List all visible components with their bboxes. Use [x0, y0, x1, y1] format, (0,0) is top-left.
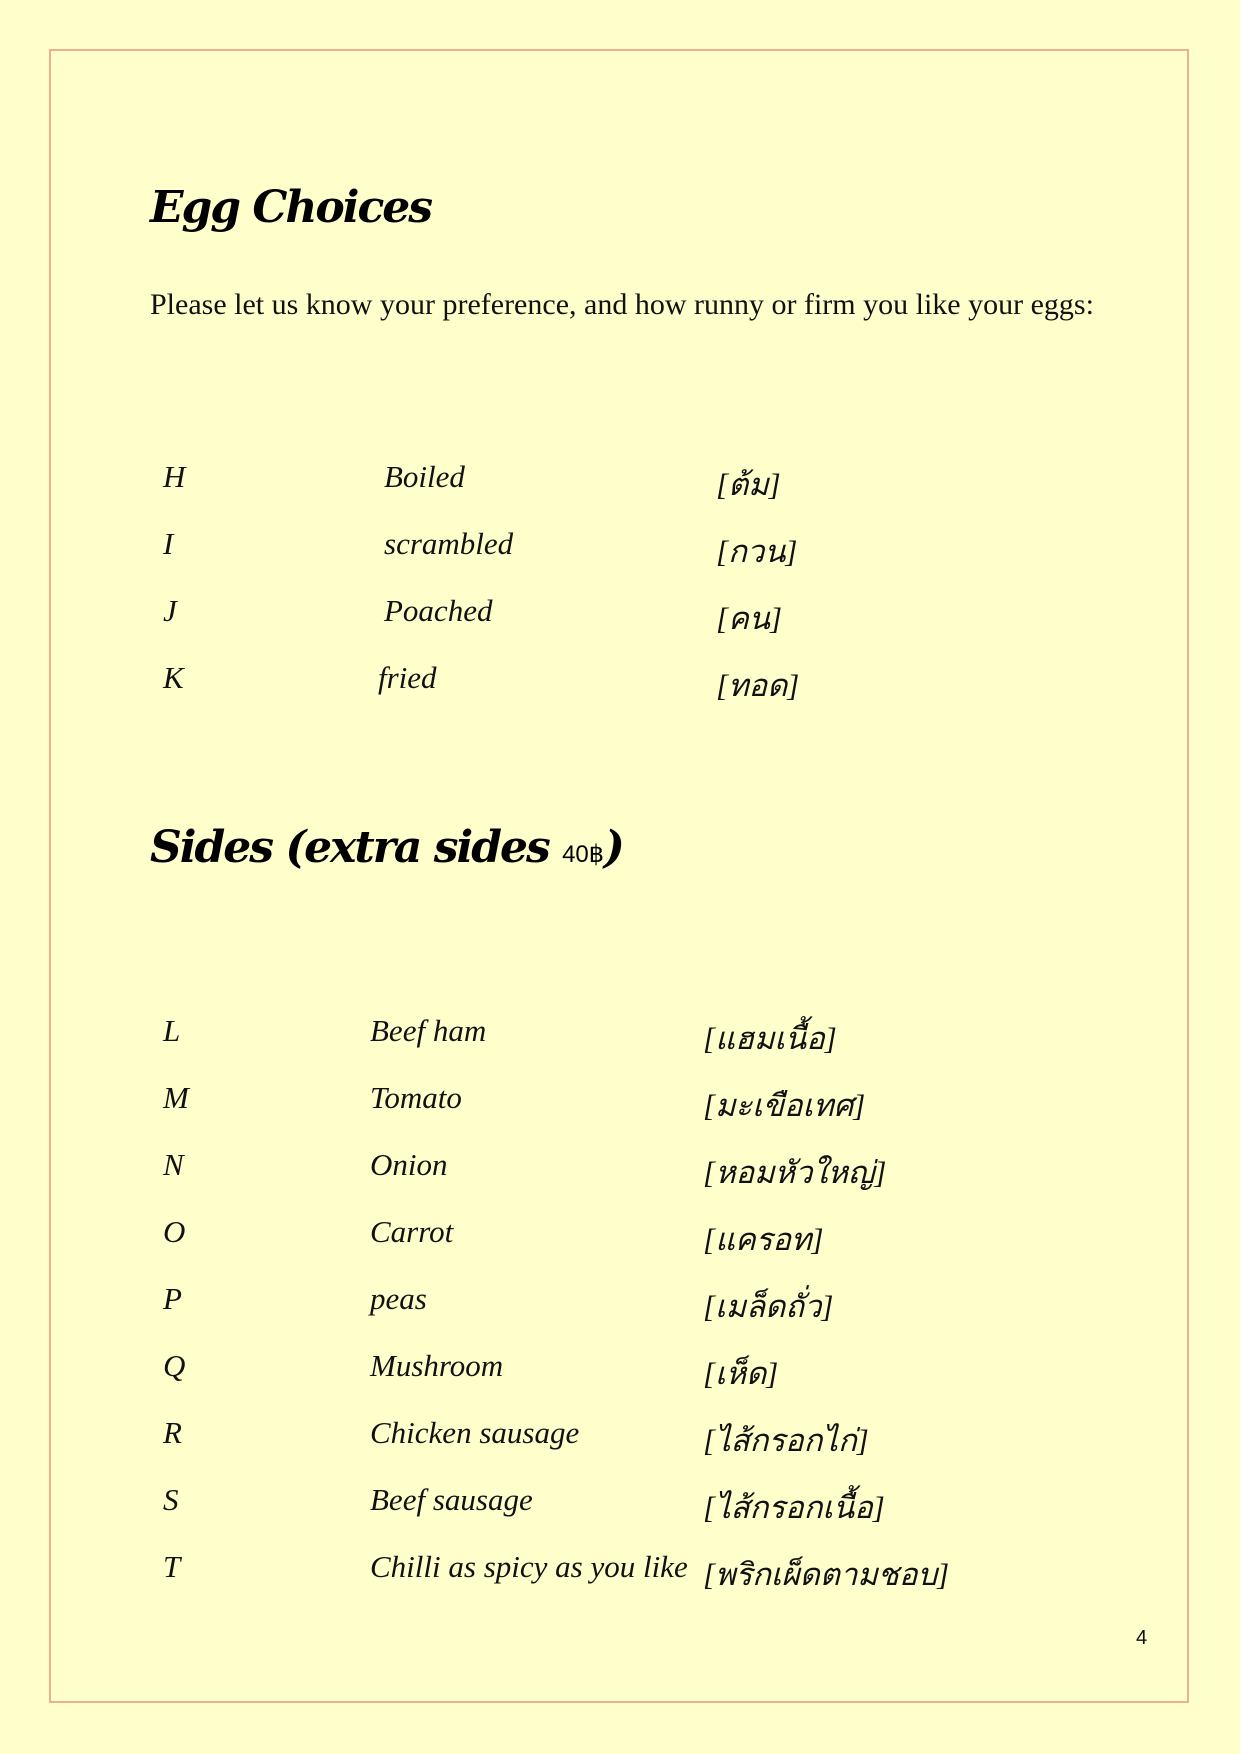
- egg-option-name: fried: [378, 660, 437, 695]
- side-row: [0, 1147, 1240, 1197]
- side-code: P: [163, 1281, 182, 1316]
- egg-option-thai: [ต้ม]: [716, 467, 781, 502]
- egg-intro-text: Please let us know your preference, and how runny or firm you like your eggs:: [150, 288, 1094, 321]
- egg-option-row: [0, 459, 1240, 509]
- egg-option-code: H: [163, 459, 186, 494]
- side-name: Carrot: [370, 1214, 454, 1249]
- side-row: [0, 1013, 1240, 1063]
- side-thai: [มะเขือเทศ]: [703, 1088, 866, 1123]
- side-row: [0, 1549, 1240, 1599]
- side-thai: [ไส้กรอกไก่]: [703, 1423, 869, 1458]
- side-thai: [หอมหัวใหญ่]: [703, 1155, 887, 1190]
- side-thai: [แครอท]: [703, 1222, 824, 1257]
- egg-choices-heading: Egg Choices: [150, 182, 432, 233]
- side-row: [0, 1281, 1240, 1331]
- page-number: 4: [1136, 1627, 1148, 1649]
- side-code: L: [163, 1013, 181, 1048]
- sides-heading: [150, 822, 623, 873]
- egg-option-name: Boiled: [384, 459, 465, 494]
- side-name: Onion: [370, 1147, 448, 1182]
- side-name: Beef ham: [370, 1013, 487, 1048]
- side-row: [0, 1415, 1240, 1465]
- side-code: S: [163, 1482, 179, 1517]
- side-name: Mushroom: [370, 1348, 504, 1383]
- egg-option-row: [0, 660, 1240, 710]
- side-row: [0, 1214, 1240, 1264]
- sides-heading-text: Sides (extra sides: [150, 822, 549, 873]
- side-code: N: [163, 1147, 184, 1182]
- side-code: T: [163, 1549, 181, 1584]
- side-thai: [แฮมเนื้อ]: [703, 1021, 837, 1056]
- side-code: O: [163, 1214, 186, 1249]
- egg-option-name: scrambled: [384, 526, 514, 561]
- egg-option-thai: [ทอด]: [716, 668, 800, 703]
- side-thai: [เห็ด]: [703, 1356, 779, 1391]
- egg-option-code: J: [163, 593, 177, 628]
- side-code: R: [163, 1415, 182, 1450]
- side-code: M: [163, 1080, 189, 1115]
- side-name: Chilli as spicy as you like: [370, 1549, 688, 1584]
- side-row: [0, 1080, 1240, 1130]
- side-thai: [ไส้กรอกเนื้อ]: [703, 1490, 885, 1525]
- side-name: Beef sausage: [370, 1482, 533, 1517]
- egg-option-thai: [คน]: [716, 601, 783, 636]
- egg-option-code: K: [163, 660, 184, 695]
- side-name: peas: [370, 1281, 427, 1316]
- side-thai: [พริกเผ็ดตามชอบ]: [703, 1557, 950, 1592]
- side-name: Chicken sausage: [370, 1415, 580, 1450]
- egg-option-name: Poached: [384, 593, 493, 628]
- egg-option-code: I: [163, 526, 174, 561]
- egg-option-row: [0, 593, 1240, 643]
- side-name: Tomato: [370, 1080, 462, 1115]
- sides-heading-close: ): [604, 822, 623, 873]
- side-row: [0, 1482, 1240, 1532]
- egg-option-thai: [กวน]: [716, 534, 798, 569]
- side-thai: [เมล็ดถั่ว]: [703, 1289, 834, 1324]
- egg-option-row: [0, 526, 1240, 576]
- side-row: [0, 1348, 1240, 1398]
- side-code: Q: [163, 1348, 186, 1383]
- sides-price: 40฿: [562, 841, 605, 868]
